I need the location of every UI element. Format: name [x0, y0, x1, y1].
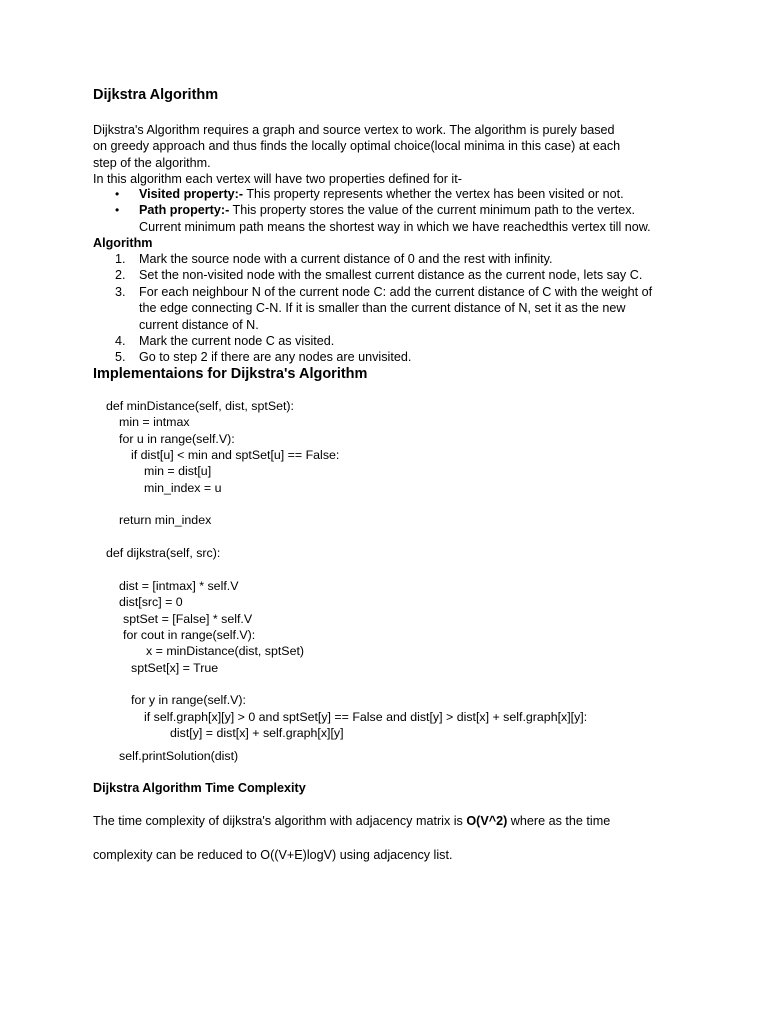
code-line: if dist[u] < min and sptSet[u] == False: — [131, 448, 340, 462]
step-text: Mark the source node with a current distance of 0 and the rest with infinity. — [139, 252, 553, 266]
step-number: 1. — [115, 252, 126, 266]
list-item — [0, 333, 768, 349]
code-line: min = intmax — [119, 415, 190, 429]
code-line: sptSet[x] = True — [131, 661, 219, 675]
code-line: dist[y] = dist[x] + self.graph[x][y] — [170, 726, 344, 740]
page-title: Dijkstra Algorithm — [93, 87, 219, 103]
list-item-continuation — [0, 317, 768, 333]
properties-list — [0, 186, 768, 235]
property-text: This property stores the value of the current minimum path to the vertex. — [229, 203, 636, 218]
code-line: dist = [intmax] * self.V — [119, 579, 239, 593]
step-text: Mark the current node C as visited. — [139, 333, 335, 348]
step-number: 5. — [115, 350, 126, 365]
code-line: sptSet = [False] * self.V — [123, 612, 253, 626]
complexity-heading: Dijkstra Algorithm Time Complexity — [93, 781, 306, 795]
property-text: Current minimum path means the shortest way in which we have reachedthis vertex till now. — [139, 219, 651, 234]
implementation-heading: Implementaions for Dijkstra's Algorithm — [93, 366, 368, 382]
list-item — [0, 267, 768, 283]
list-item — [0, 251, 768, 267]
list-item — [0, 284, 768, 300]
step-text: Set the non-visited node with the smallest current distance as the current node, lets say C. — [139, 268, 643, 283]
property-label: Path property:- — [139, 203, 230, 218]
property-text: This property represents whether the vertex has been visited or not. — [243, 187, 624, 201]
complexity-paragraph-2: complexity can be reduced to O((V+E)logV) using adjacency list. — [93, 848, 453, 862]
step-text: Go to step 2 if there are any nodes are unvisited. — [139, 350, 412, 365]
list-item — [0, 202, 768, 218]
intro-line: step of the algorithm. — [93, 155, 211, 170]
list-item — [0, 186, 768, 202]
list-item-continuation — [0, 219, 768, 235]
code-line: x = minDistance(dist, sptSet) — [146, 644, 305, 658]
code-line: min_index = u — [144, 481, 222, 495]
intro-line: Dijkstra's Algorithm requires a graph and source vertex to work. The algorithm is purely based — [93, 123, 615, 137]
code-line: self.printSolution(dist) — [119, 749, 239, 763]
step-number: 3. — [115, 284, 126, 299]
code-line: for cout in range(self.V): — [123, 628, 256, 642]
algorithm-steps — [0, 251, 768, 366]
algorithm-heading: Algorithm — [93, 236, 153, 250]
code-line: def dijkstra(self, src): — [106, 546, 221, 560]
code-line: def minDistance(self, dist, sptSet): — [106, 399, 294, 413]
step-text: the edge connecting C-N. If it is smaller than the current distance of N, set it as the new — [139, 301, 626, 316]
list-item-continuation — [0, 300, 768, 316]
complexity-value: O(V^2) — [466, 814, 508, 828]
code-line: for u in range(self.V): — [119, 432, 235, 446]
code-line: for y in range(self.V): — [131, 693, 247, 707]
code-line: if self.graph[x][y] > 0 and sptSet[y] == False and dist[y] > dist[x] + self.graph[x][y]: — [144, 710, 588, 724]
bullet-icon: • — [115, 187, 120, 201]
bullet-icon: • — [115, 203, 120, 218]
step-number: 4. — [115, 333, 126, 348]
code-line: min = dist[u] — [144, 464, 212, 478]
complexity-paragraph-1: The time complexity of dijkstra's algorithm with adjacency matrix is O(V^2) where as the time — [93, 814, 611, 828]
list-item — [0, 349, 768, 365]
property-label: Visited property:- — [139, 187, 244, 201]
step-text: current distance of N. — [139, 317, 259, 332]
code-line: dist[src] = 0 — [119, 595, 183, 609]
code-line: return min_index — [119, 513, 212, 527]
intro-line: on greedy approach and thus finds the locally optimal choice(local minima in this case) at each — [93, 139, 621, 154]
step-number: 2. — [115, 268, 126, 283]
step-text: For each neighbour N of the current node C: add the current distance of C with the weight of — [139, 284, 653, 299]
intro-paragraph — [93, 122, 620, 188]
intro-line: In this algorithm each vertex will have two properties defined for it- — [93, 172, 462, 187]
